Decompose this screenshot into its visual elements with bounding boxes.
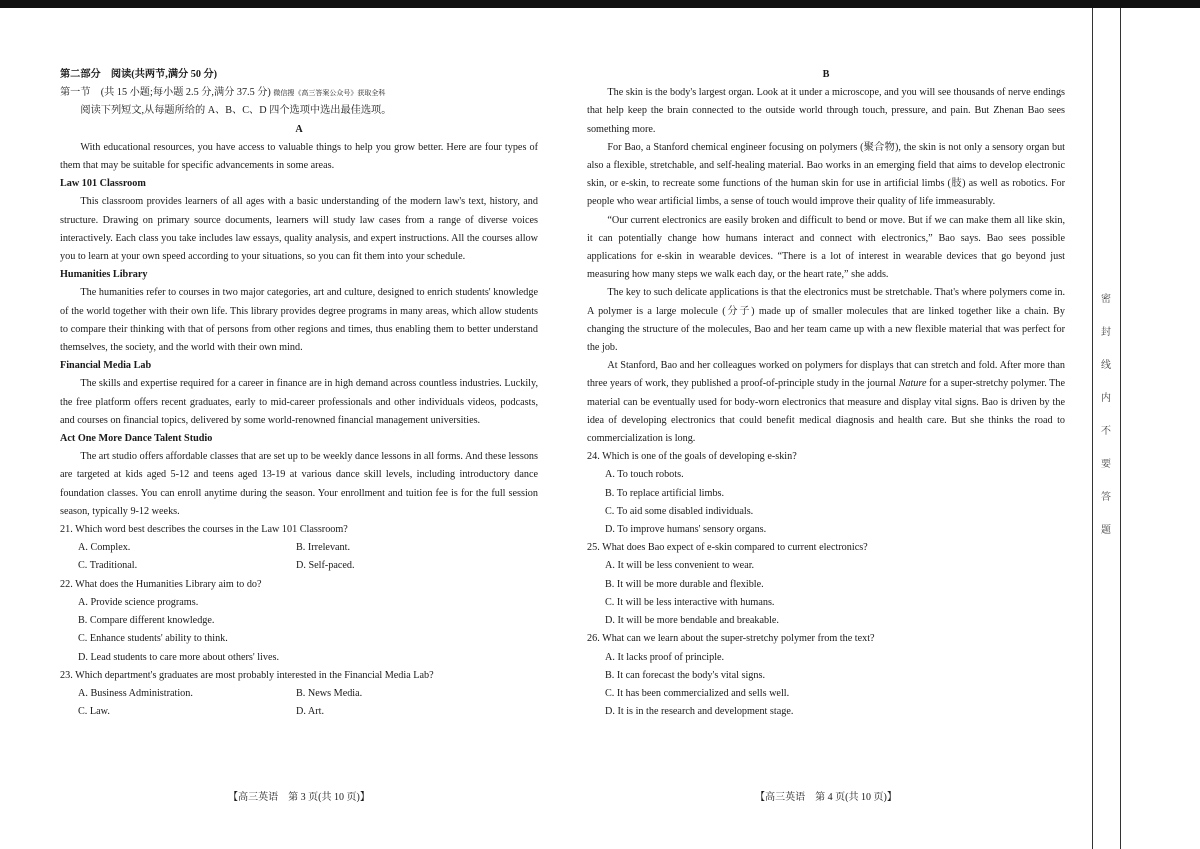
heading-dance-studio: Act One More Dance Talent Studio: [60, 433, 213, 445]
passage-b-paragraph-4: The key to such delicate applications is that the electronics must be stretchable. That's where polymers come in. A polymer is a large molecule (分子) made up of smaller molecules that are linked together like a chain. By changing the structure of the molecules, Bao and her team came up with a new flexible material that was perfect for the job.: [587, 287, 1065, 354]
question-25: 25. What does Bao expect of e-skin compared to current electronics?: [587, 542, 868, 554]
option-25d: D. It will be more bendable and breakable.: [605, 615, 779, 627]
right-page: [587, 66, 1065, 721]
question-21-options-row-2: [60, 557, 538, 575]
part-title: 第二部分 阅读(共两节,满分 50 分): [60, 69, 218, 80]
sidebar-char: 内: [1101, 393, 1111, 404]
left-page: [60, 66, 538, 721]
passage-b-paragraph-2: For Bao, a Stanford chemical engineer focusing on polymers (聚合物), the skin is not only a sensory organ but also a flexible, stretchable, and self-healing material. Bao works in an emerging field that aims to develop electronic skin, or e-skin, to recreate some functions of the human skin for use in artificial limbs (肢) as well as robotics. For people who wear artificial limbs, a sense of touch would improve their quality of life immeasurably.: [587, 141, 1065, 208]
option-25a: A. It will be less convenient to wear.: [605, 560, 755, 572]
sidebar-char: 密: [1101, 294, 1111, 305]
sidebar-char: 封: [1101, 327, 1111, 338]
option-21d: D. Self-paced.: [296, 560, 355, 572]
paragraph-financial-media-lab: The skills and expertise required for a career in finance are in high demand across countless industries. Luckily, the free platform offers recent graduates, early to mid-career professionals and other individuals videos, podcasts, and courses on financial topics, delivered by some world-renowned financial management universities.: [60, 378, 538, 426]
passage-b-paragraph-1: The skin is the body's largest organ. Look at it under a microscope, and you will see thousands of nerve endings that help keep the brain connected to the outside world through touch, pressure, and pain. But Zhenan Bao sees something more.: [587, 87, 1065, 135]
option-23a: A. Business Administration.: [78, 687, 193, 699]
top-edge-bar: [0, 0, 1200, 8]
option-22b: B. Compare different knowledge.: [78, 615, 215, 627]
left-page-footer: 【高三英语 第 3 页(共 10 页)】: [228, 792, 370, 803]
paragraph-law-classroom: This classroom provides learners of all ages with a basic understanding of the modern law's text, history, and structure. Drawing on primary source documents, learners will study law cases from a range of diverse voices interactively. Each class you take includes law essays, quality analysis, and expert instructions. All the courses allow you to learn at your own speed according to your situations, so you can fit them into your schedule.: [60, 196, 538, 263]
option-26b: B. It can forecast the body's vital signs.: [605, 669, 765, 681]
sidebar-char: 线: [1101, 360, 1111, 371]
passage-label-b: B: [822, 69, 830, 80]
option-26a: A. It lacks proof of principle.: [605, 651, 725, 663]
passage-label-a: A: [295, 123, 303, 135]
option-25b: B. It will be more durable and flexible.: [605, 578, 764, 590]
passage-b-paragraph-3: “Our current electronics are easily broken and difficult to bend or move. But if we can make them all like skin, it can potentially change how humans interact and connect with electronics,” Bao says. Bao sees possible applications for e-skin in wearable devices. “There is a lot of interest in wearable devices that go beyond just measuring how many steps we walk each day, or the heart rate,” she adds.: [587, 214, 1065, 281]
paragraph-dance-studio: The art studio offers affordable classes that are set up to be weekly dance lessons in all forms. And these lessons are targeted at kids aged 5-12 and teens aged 13-19 at various dance skill levels, including introductory dance foundation classes. You can enroll anytime during the season. Your enrollment and tuition fee is for the full session season, typically 9-12 weeks.: [60, 451, 538, 517]
question-23: 23. Which department's graduates are most probably interested in the Financial Media Lab?: [60, 669, 434, 681]
option-24a: A. To touch robots.: [605, 469, 684, 481]
journal-name: Nature: [898, 378, 927, 390]
option-22a: A. Provide science programs.: [78, 596, 199, 608]
question-21: 21. Which word best describes the courses in the Law 101 Classroom?: [60, 524, 348, 536]
binding-line-right: [1120, 8, 1121, 849]
option-24c: C. To aid some disabled individuals.: [605, 505, 754, 517]
option-22c: C. Enhance students' ability to think.: [78, 633, 228, 645]
option-23d: D. Art.: [296, 706, 325, 718]
option-23c: C. Law.: [78, 706, 110, 718]
passage-a-intro: With educational resources, you have access to valuable things to help you grow better. Here are four types of them that may be suitable for specific advancements in some areas.: [60, 141, 538, 172]
question-26: 26. What can we learn about the super-stretchy polymer from the text?: [587, 633, 875, 645]
option-21a: A. Complex.: [78, 542, 131, 554]
option-21c: C. Traditional.: [78, 560, 138, 572]
question-23-options-row-1: [60, 685, 538, 703]
passage-b-paragraph-5: At Stanford, Bao and her colleagues worked on polymers for displays that can stretch and fold. After more than three years of work, they published a proof-of-principle study in the journal Nature for a super-stretchy polymer. The material can be eventually used for body-worn electronics that measure and display vital signs. Bao is driven by the idea of developing electronics that could benefit medical diagnosis and health care. But she thinks the road to commercialization is long.: [587, 360, 1065, 445]
option-24b: B. To replace artificial limbs.: [605, 487, 725, 499]
question-23-options-row-2: [60, 703, 538, 721]
right-page-footer: 【高三英语 第 4 页(共 10 页)】: [755, 792, 897, 803]
option-24d: D. To improve humans' sensory organs.: [605, 524, 767, 536]
section-line: 第一节 (共 15 小题;每小题 2.5 分,满分 37.5 分) 微信搜《高三答案公众号》获取全科: [60, 87, 386, 99]
heading-humanities-library: Humanities Library: [60, 269, 148, 281]
heading-financial-media-lab: Financial Media Lab: [60, 360, 152, 372]
paragraph-humanities-library: The humanities refer to courses in two major categories, art and culture, designed to enrich students' knowledge of the world together with their own life. This library provides degree programs in many areas, which allow students to compare their thinking with that of persons from other regions and times, thus enabling them to better understand themselves, the society, and the world with their own mind.: [60, 287, 538, 354]
option-21b: B. Irrelevant.: [296, 542, 351, 554]
question-24: 24. Which is one of the goals of developing e-skin?: [587, 451, 797, 463]
option-26d: D. It is in the research and development stage.: [605, 706, 794, 718]
sidebar-char: 要: [1101, 459, 1111, 470]
option-23b: B. News Media.: [296, 687, 363, 699]
binding-line-left: [1092, 8, 1093, 849]
option-22d: D. Lead students to care more about others' lives.: [78, 651, 279, 663]
heading-law-classroom: Law 101 Classroom: [60, 178, 146, 190]
binding-margin-notice: [1096, 290, 1116, 554]
sidebar-char: 答: [1101, 492, 1111, 503]
question-21-options-row-1: [60, 539, 538, 557]
option-25c: C. It will be less interactive with humans.: [605, 596, 775, 608]
watermark-text: 微信搜《高三答案公众号》获取全科: [273, 89, 386, 98]
option-26c: C. It has been commercialized and sells well.: [605, 687, 790, 699]
sidebar-char: 题: [1101, 525, 1111, 536]
question-22: 22. What does the Humanities Library aim to do?: [60, 578, 262, 590]
sidebar-char: 不: [1101, 426, 1111, 437]
instruction: 阅读下列短文,从每题所给的 A、B、C、D 四个选项中选出最佳选项。: [80, 105, 392, 117]
